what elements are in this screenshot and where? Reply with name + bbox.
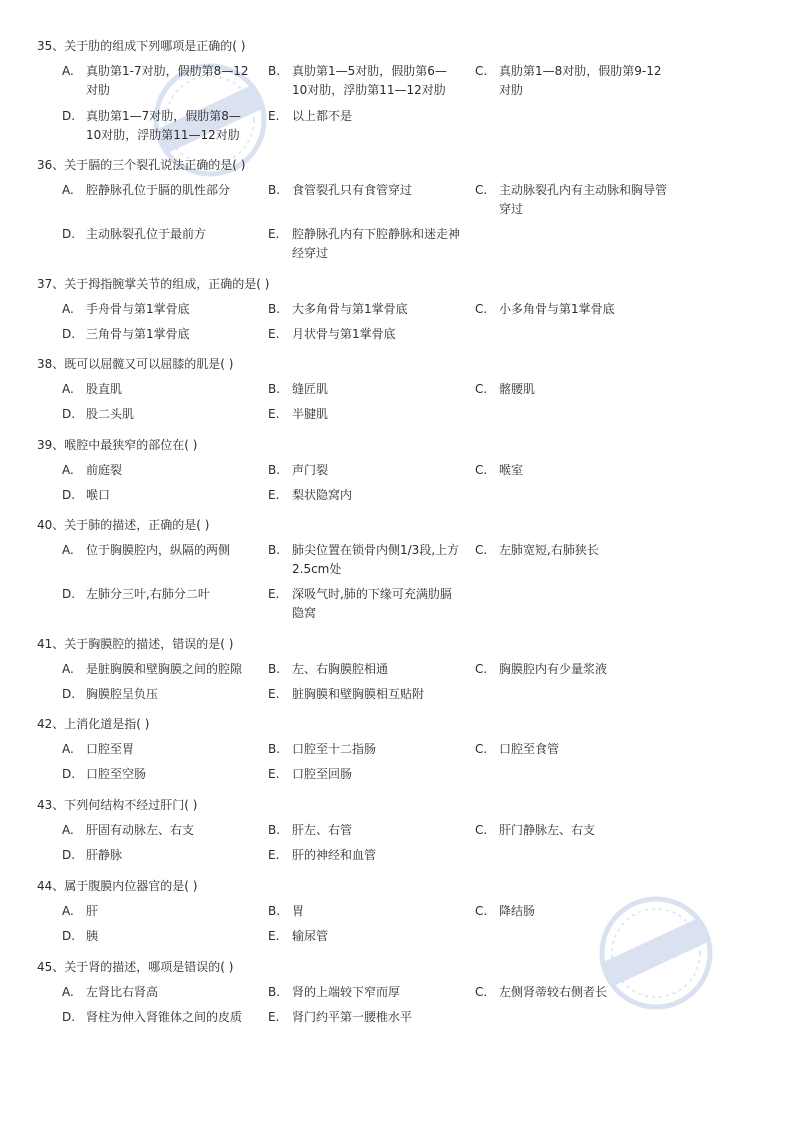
question-38: 38、既可以屈髋又可以屈膝的肌是( ) A. 股直肌 B. 缝匠肌 C. 髂腰肌 D. 股二头肌 E. 半腱肌 xyxy=(37,356,757,426)
question-stem: 36、关于膈的三个裂孔说法正确的是( ) xyxy=(37,158,246,172)
question-stem: 45、关于肾的描述，哪项是错误的( ) xyxy=(37,960,234,974)
question-stem: 38、既可以屈髋又可以屈膝的肌是( ) xyxy=(37,357,234,371)
question-stem: 37、关于拇指腕掌关节的组成，正确的是( ) xyxy=(37,277,270,291)
question-35: 35、关于肋的组成下列哪项是正确的( ) A. 真肋第1-7对肋，假肋第8—12对肋 B. 真肋第1—5对肋，假肋第6—10对肋，浮肋第11—12对肋 C. 真肋第1—8对肋，假肋第9-12对肋 D. 真肋第1—7对肋，假肋第8—10对肋，浮肋第11—12对肋 E. 以上都不是 xyxy=(37,38,757,143)
question-39: 39、喉腔中最狭窄的部位在( ) A. 前庭裂 B. 声门裂 C. 喉室 D. 喉口 E. 梨状隐窝内 xyxy=(37,437,757,507)
question-stem: 41、关于胸膜腔的描述，错误的是( ) xyxy=(37,637,234,651)
question-42: 42、上消化道是指( ) A. 口腔至胃 B. 口腔至十二指肠 C. 口腔至食管 D. 口腔至空肠 E. 口腔至回肠 xyxy=(37,716,757,786)
question-stem: 35、关于肋的组成下列哪项是正确的( ) xyxy=(37,39,246,53)
question-43: 43、下列何结构不经过肝门( ) A. 肝固有动脉左、右支 B. 肝左、右管 C. 肝门静脉左、右支 D. 肝静脉 E. 肝的神经和血管 xyxy=(37,797,757,867)
question-45: 45、关于肾的描述，哪项是错误的( ) A. 左肾比右肾高 B. 肾的上端较下窄而厚 C. 左侧肾蒂较右侧者长 D. 肾柱为伸入肾锥体之间的皮质 E. 肾门约平第一腰椎水平 xyxy=(37,959,757,1029)
question-stem: 39、喉腔中最狭窄的部位在( ) xyxy=(37,438,198,452)
question-stem: 44、属于腹膜内位器官的是( ) xyxy=(37,879,198,893)
question-44: 44、属于腹膜内位器官的是( ) A. 肝 B. 胃 C. 降结肠 D. 胰 E. 输尿管 xyxy=(37,878,757,948)
question-stem: 40、关于肺的描述，正确的是( ) xyxy=(37,518,210,532)
question-40: 40、关于肺的描述，正确的是( ) A. 位于胸膜腔内，纵隔的两侧 B. 肺尖位置在锁骨内侧1/3段,上方2.5cm处 C. 左肺宽短,右肺狭长 D. 左肺分三叶,右肺分二叶 E. 深吸气时,肺的下缘可充满肋膈隐窝 xyxy=(37,517,757,625)
question-37: 37、关于拇指腕掌关节的组成，正确的是( ) A. 手舟骨与第1掌骨底 B. 大多角骨与第1掌骨底 C. 小多角骨与第1掌骨底 D. 三角骨与第1掌骨底 E. 月状骨与第1掌骨底 xyxy=(37,276,757,346)
question-stem: 43、下列何结构不经过肝门( ) xyxy=(37,798,198,812)
question-stem: 42、上消化道是指( ) xyxy=(37,717,150,731)
question-36: 36、关于膈的三个裂孔说法正确的是( ) A. 腔静脉孔位于膈的肌性部分 B. 食管裂孔只有食管穿过 C. 主动脉裂孔内有主动脉和胸导管穿过 D. 主动脉裂孔位于最前方 E. 腔静脉孔内有下腔静脉和迷走神经穿过 xyxy=(37,157,757,262)
question-41: 41、关于胸膜腔的描述，错误的是( ) A. 是脏胸膜和壁胸膜之间的腔隙 B. 左、右胸膜腔相通 C. 胸膜腔内有少量浆液 D. 胸膜腔呈负压 E. 脏胸膜和壁胸膜相互贴附 xyxy=(37,636,757,706)
